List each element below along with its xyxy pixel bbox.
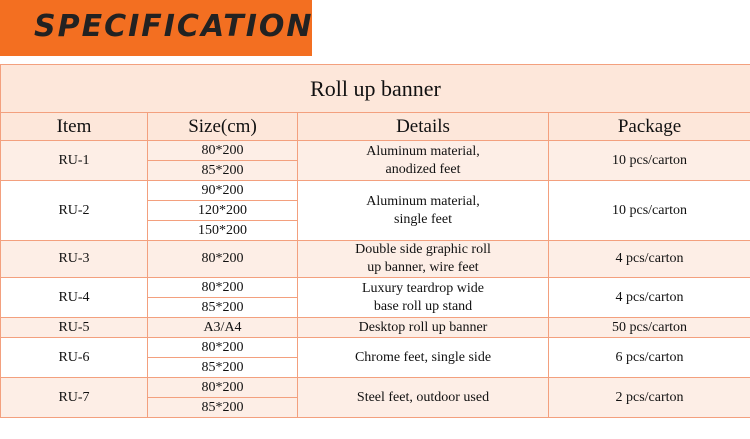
item-cell: RU-7 [1,378,148,418]
size-cell: 120*200 [148,201,298,221]
details-line: Aluminum material, [366,193,480,209]
column-header-size: Size(cm) [148,113,298,141]
package-cell: 6 pcs/carton [549,338,750,378]
table-row [1,378,750,398]
details-line: single feet [394,211,452,227]
page-title: SPECIFICATION [34,9,314,44]
table-body [1,141,750,418]
details-line: Double side graphic roll [355,242,491,257]
item-cell: RU-3 [1,241,148,278]
spec-table [0,64,750,418]
details-cell [298,141,549,181]
details-cell [298,338,549,378]
item-cell: RU-5 [1,318,148,338]
table-row [1,241,750,278]
package-cell: 4 pcs/carton [549,241,750,278]
column-header-item: Item [1,113,148,141]
package-cell: 4 pcs/carton [549,278,750,318]
table-title: Roll up banner [1,65,750,113]
details-cell [298,241,549,278]
item-cell: RU-2 [1,181,148,241]
column-header-details: Details [298,113,549,141]
details-line: anodized feet [385,161,461,177]
size-cell: 150*200 [148,221,298,241]
package-cell: 50 pcs/carton [549,318,750,338]
details-line: base roll up stand [373,298,473,314]
size-cell: 80*200 [148,241,298,278]
table-row [1,181,750,201]
table-header-row [1,113,750,141]
size-cell: 90*200 [148,181,298,201]
size-cell: 85*200 [148,161,298,181]
package-cell: 2 pcs/carton [549,378,750,418]
table-row [1,318,750,338]
details-cell [298,318,549,338]
details-line: Aluminum material, [366,143,480,159]
details-cell [298,181,549,241]
package-cell: 10 pcs/carton [549,141,750,181]
details-line: Luxury teardrop wide [361,280,485,296]
package-cell: 10 pcs/carton [549,181,750,241]
size-cell: 80*200 [148,378,298,398]
details-line: up banner, wire feet [367,260,479,275]
details-line: Steel feet, outdoor used [356,389,490,405]
size-cell: 80*200 [148,278,298,298]
size-cell: 85*200 [148,358,298,378]
size-cell: 85*200 [148,298,298,318]
table-row [1,141,750,161]
details-line: Chrome feet, single side [354,349,492,365]
item-cell: RU-6 [1,338,148,378]
size-cell: 85*200 [148,398,298,418]
column-header-package: Package [549,113,750,141]
item-cell: RU-4 [1,278,148,318]
table-row [1,278,750,298]
size-cell: 80*200 [148,141,298,161]
details-cell [298,278,549,318]
size-cell: 80*200 [148,338,298,358]
details-cell [298,378,549,418]
table-row [1,338,750,358]
details-line: Desktop roll up banner [358,319,488,335]
spec-table-container [0,64,750,418]
item-cell: RU-1 [1,141,148,181]
size-cell: A3/A4 [148,318,298,338]
